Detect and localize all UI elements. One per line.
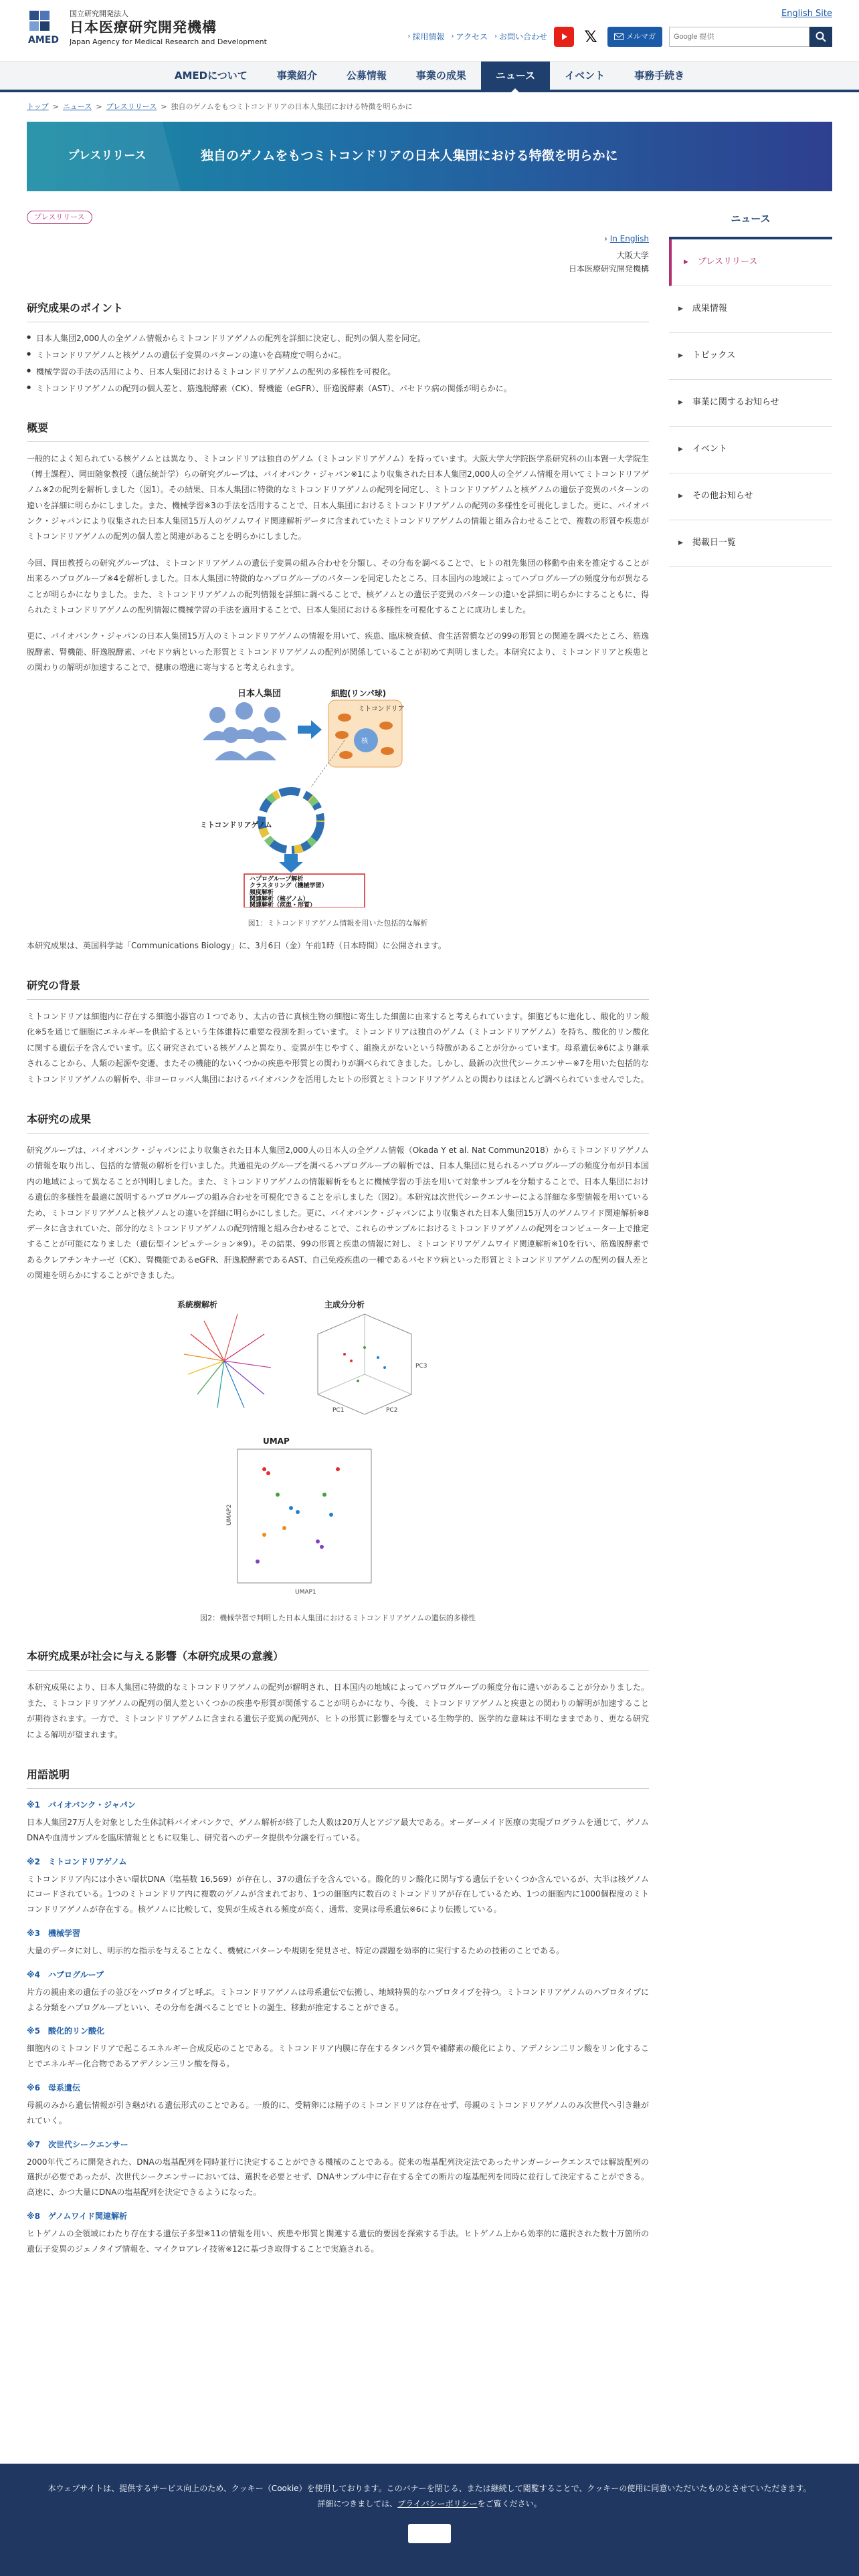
svg-text:UMAP2: UMAP2: [226, 1504, 233, 1526]
impact-heading: 本研究成果が社会に与える影響（本研究成果の意義）: [27, 1647, 649, 1671]
svg-text:ミトコンドリアゲノム: ミトコンドリアゲノム: [200, 820, 272, 829]
list-item: ● ミトコンドリアゲノムの配列の個人差と、筋逸脱酵素（CK）、腎機能（eGFR）、肝逸脱酵素（AST）、パセドウ病の関係が明らかに。: [27, 382, 649, 396]
svg-text:ミトコンドリア: ミトコンドリア: [358, 705, 405, 713]
page-hero: [27, 122, 832, 191]
org-name-en: Japan Agency for Medical Research and Development: [70, 37, 267, 46]
list-item: ● 機械学習の手法の活用により、日本人集団におけるミトコンドリアゲノムの配列の多様性を可視化。: [27, 365, 649, 379]
figure-2-diagram: [164, 1294, 512, 1602]
svg-text:細胞(リンパ球): 細胞(リンパ球): [331, 688, 387, 698]
page-title: 独自のゲノムをもつミトコンドリアの日本人集団における特徴を明らかに: [201, 148, 618, 164]
points-list: [27, 332, 649, 396]
org-line1: 国立研究開発法人: [70, 9, 128, 19]
category-tag[interactable]: プレスリリース: [27, 211, 92, 224]
svg-text:PC2: PC2: [386, 1407, 398, 1414]
chevron-right-icon: ›: [451, 33, 454, 41]
site-logo[interactable]: [27, 9, 267, 47]
in-english-link[interactable]: In English: [609, 233, 649, 243]
org-name: 日本医療研究開発機構: [70, 19, 217, 36]
term-heading: ※6 母系遺伝: [27, 2083, 81, 2092]
global-nav: [0, 62, 859, 92]
sidebar-title: ニュース: [669, 210, 832, 239]
amed-logo-icon: [27, 9, 64, 47]
term-body: ヒトゲノムの全領域にわたり存在する遺伝子多型※11の情報を用い、疾患や形質と関連する遺伝的要因を探索する手法。ヒトゲノム上から効率的に選択された数十万箇所の遺伝子変異のジェノタイプ情報を、マイクロアレイ技術※12に基づき取得することで実施される。: [27, 2228, 649, 2254]
terms-list: [27, 1798, 649, 2257]
chevron-right-icon: ▶: [678, 445, 683, 453]
svg-text:核: 核: [361, 737, 368, 745]
term-heading: ※1 バイオバンク・ジャパン: [27, 1800, 136, 1810]
x-icon[interactable]: 𝕏: [581, 27, 601, 47]
hero-category: プレスリリース: [68, 149, 147, 163]
svg-text:AMED: AMED: [28, 35, 59, 45]
background-paragraph: ミトコンドリアは細胞内に存在する細胞小器官の１つであり、太古の昔に真核生物の細胞に寄生した細菌に由来すると考えられています。細胞どもに進化し、酸化的リン酸化※5を通じて細胞にエネルギーを供給するという生体維持に重要な役割を担っています。ミトコンドリアは独自のゲノム（ミトコンドリアゲノム）を持ち、酸化的リン酸化に関する遺伝子を含んでいます。広く研究されている核ゲノムと異なり、変異が生じやすく、組換えがないという特徴があることが分かっています。母系遺伝※6により継承されることから、人類の起源や変遷、またその機能的ないくつかの疾患や形質との関わりが調べられてきました。しかし、最新の次世代シークエンサー※7を用いた包括的なミトコンドリアゲノムの解析や、非ヨーロッパ人集団におけるバイオバンクを活用したヒトの形質とミトコンドリアゲノムとの関わりはほとんど調べられていませんでした。: [27, 1012, 649, 1084]
term-heading: ※7 次世代シークエンサー: [27, 2139, 128, 2149]
term-body: 2000年代ごろに開発された、DNAの塩基配列を同時並行に決定することができる機械のことである。従来の塩基配列決定法であったサンガーシークエンスでは解読配列の選択が必要であったが、次世代シークエンサーにおいては、選択を必要とせず、DNAサンプル中に存在する全ての断片の塩基配列を同時に並行して決定することができる。高速に、かつ大量にDNAの塩基配列を決定できるようになった。: [27, 2157, 649, 2197]
term-body: 日本人集団27万人を対象とした生体試料バイオバンクで、ゲノム解析が終了した人数は20万人とアジア最大である。オーダーメイド医療の実現プログラムを通じて、ゲノムDNAや血清サンプルを臨床情報とともに収集し、研究者へのデータ提供や分譲を行っている。: [27, 1818, 649, 1842]
chevron-right-icon: ›: [604, 233, 610, 243]
utility-bar: [407, 27, 832, 47]
cookie-text: 本ウェブサイトは、提供するサービス向上のため、クッキー（Cookie）を使用しております。このバナーを閉じる、または継続して閲覧することで、クッキーの使用に同意いただいたものとさせていただきます。: [47, 2484, 812, 2493]
svg-text:系統樹解析: 系統樹解析: [177, 1300, 218, 1310]
newsletter-button[interactable]: メルマガ: [607, 27, 662, 47]
cookie-banner: 本ウェブサイトは、提供するサービス向上のため、クッキー（Cookie）を使用しております。このバナーを閉じる、または継続して閲覧することで、クッキーの使用に同意いただいたものとさせていただきます。 詳細につきましては、プライバシーポリシーをご覧ください。 閉じる: [0, 2464, 859, 2576]
svg-text:PC3: PC3: [415, 1363, 427, 1370]
nav-news[interactable]: ニュース: [481, 62, 550, 90]
figure-2-caption: 図2：機械学習で判明した日本人集団におけるミトコンドリアゲノムの遺伝的多様性: [200, 1614, 476, 1623]
chevron-right-icon: ›: [407, 33, 411, 41]
sidebar-item-topics[interactable]: ▶ トピックス: [669, 333, 832, 380]
term-body: ミトコンドリア内には小さい環状DNA（塩基数 16,569）が存在し、37の遺伝子を含んでいる。酸化的リン酸化に関与する遺伝子をいくつか含んでいるが、大半は核ゲノムにコードされている。1つのミトコンドリア内に複数のゲノムが含まれており、1つの細胞内に数百のミトコンドリアが存在しているため、1つの細胞内に1000個程度のミトコンドリアゲノムが存在する。核ゲノムに比較して、変異が生成される頻度が高く、通常、変異は母系遺伝※6により伝搬している。: [27, 1874, 649, 1915]
nav-procedures[interactable]: 事務手続き: [634, 69, 685, 82]
site-header: [0, 0, 859, 62]
chevron-right-icon: ▶: [684, 258, 688, 265]
recruit-link[interactable]: › 採用情報: [407, 30, 444, 44]
search-icon: [816, 31, 826, 42]
contact-link[interactable]: › お問い合わせ: [494, 30, 547, 44]
sidebar-item-other[interactable]: ▶ その他お知らせ: [669, 473, 832, 520]
svg-text:関連解析（疾患・形質）: 関連解析（疾患・形質）: [250, 901, 316, 907]
chevron-right-icon: ▶: [678, 492, 683, 500]
term-body: 母親のみから遺伝情報が引き継がれる遺伝形式のことである。一般的に、受精卵には精子のミトコンドリアは存在せず、母親のミトコンドリアゲノムのみ次世代へ引き継がれていく。: [27, 2101, 649, 2125]
breadcrumb-current: 独自のゲノムをもつミトコンドリアの日本人集団における特徴を明らかに: [171, 102, 413, 112]
breadcrumb-press[interactable]: プレスリリース: [106, 102, 157, 112]
term-body: 片方の親由来の遺伝子の並びをハプロタイプと呼ぶ。ミトコンドリアゲノムは母系遺伝で伝搬し、地域特異的なハプロタイプを持つ。ミトコンドリアゲノムのハプロタイプによる分類をハプログループといい、その分布を調べることでヒトの誕生、移動が推定することができる。: [27, 1987, 649, 2012]
list-item: ● 日本人集団2,000人の全ゲノム情報からミトコンドリアゲノムの配列を詳細に決定し、配列の個人差を同定。: [27, 332, 649, 346]
svg-text:クラスタリング（機械学習）: クラスタリング（機械学習）: [250, 882, 328, 889]
background-heading: 研究の背景: [27, 976, 649, 1000]
sidebar-item-date-list[interactable]: ▶ 掲載日一覧: [669, 520, 832, 567]
term-heading: ※8 ゲノムワイド関連解析: [27, 2211, 127, 2221]
figure-2: [27, 1294, 649, 1608]
nav-programs[interactable]: 事業紹介: [276, 69, 317, 82]
search-input[interactable]: [674, 33, 809, 41]
figure-1: [27, 687, 649, 914]
results-heading: 本研究の成果: [27, 1110, 649, 1134]
svg-text:頻度解析: 頻度解析: [250, 889, 274, 896]
impact-paragraph: 本研究成果により、日本人集団に特徴的なミトコンドリアゲノムの配列が解明され、日本国内の地域によってハプログループの頻度分布に違いがあることが分かりました。また、ミトコンドリアゲノムの配列の個人差といくつかの疾患や形質が関係することが明らかになり、今後、ミトコンドリアゲノムと疾患との関わりの解明が加速することが期待されます。一方で、ミトコンドリアゲノムに含まれる遺伝子変異の配列が、ヒトの形質に影響を与えている生物学的、医学的な意味は不明なままであり、更なる研究による解明が望まれます。: [27, 1683, 649, 1739]
svg-text:UMAP: UMAP: [263, 1436, 290, 1446]
chevron-right-icon: ▶: [678, 399, 683, 406]
svg-text:PC1: PC1: [332, 1407, 345, 1414]
sidebar: [669, 210, 832, 2264]
overview-paragraph: 今回、岡田教授らの研究グループは、ミトコンドリアゲノムの遺伝子変異の組み合わせを分類し、その分布を調べることで、ヒトの祖先集団の移動や由来を推定することが出来るハプログループ※4を解析しました。日本人集団に特徴的なハプログループのパターンを同定したところ、日本国内の地域によってハプログループの頻度分布が異なることが明らかになりました。また、ミトコンドリアゲノムの配列情報を詳細に調べることで、核ゲノムとの遺伝子変異のパターンの違いを詳細に明らかにすることもに、得られたミトコンドリアゲノムの配列情報に機械学習の手法を適用することで、日本人集団における多様性を可視化することに成功しました。: [27, 558, 649, 615]
breadcrumb-news[interactable]: ニュース: [62, 102, 92, 112]
chevron-right-icon: ▶: [678, 305, 683, 312]
chevron-right-icon: ▶: [678, 352, 683, 359]
search-box: [669, 27, 809, 47]
chevron-right-icon: ▶: [678, 539, 683, 546]
access-link[interactable]: › アクセス: [451, 30, 488, 44]
overview-paragraph: 更に、バイオバンク・ジャパンの日本人集団15万人のミトコンドリアゲノムの情報を用いて、疾患、臨床検査値、食生活習慣などの99の形質との関連を調べたところ、筋逸脱酵素、腎機能、肝逸脱酵素、パセドウ病といった形質とミトコンドリアゲノムの配列が関係していることが初めて判明しました。本研究により、ミトコンドリアと疾患との関わりの解明が加速することで、健康の増進に寄与すると考えられます。: [27, 631, 649, 673]
sidebar-item-events[interactable]: ▶ イベント: [669, 427, 832, 473]
overview-heading: 概要: [27, 419, 649, 442]
term-body: 細胞内のミトコンドリアで起こるエネルギー合成反応のことである。ミトコンドリア内膜に存在するタンパク質や補酵素の酸化により、アデノシン二リン酸をリン化することでエネルギー化合物であるアデノシン三リン酸を得る。: [27, 2044, 649, 2069]
nav-results[interactable]: 事業の成果: [415, 69, 466, 82]
sidebar-item-press-release[interactable]: ▶ プレスリリース: [669, 239, 832, 286]
overview-paragraph: 一般的によく知られている核ゲノムとは異なり、ミトコンドリアは独自のゲノム（ミトコンドリアゲノム）を持っています。大阪大学大学院医学系研究科の山本賢一大学院生（博士課程）、岡田随象教授（遺伝統計学）らの研究グループは、バイオバンク・ジャパン※1により収集された日本人集団2,000人の全ゲノム情報を用いてミトコンドリアゲノム※2の配列を解析しました（図1）。その結果、日本人集団に特徴的なミトコンドリアゲノムの配列を同定し、ミトコンドリアゲノムと核ゲノムの遺伝子変異のパターンの違いを詳細に明らかにしました。また、機械学習※3の手法を活用することで、日本人集団におけるミトコンドリアゲノムの配列の多様性を可視化しました。更に、バイオバンク・ジャパンにより収集された日本人集団15万人のゲノムワイド関連解析データに含まれていたミトコンドリアゲノムの情報と組み合わせることで、複数の形質や疾患がミトコンドリアゲノムの配列の個人差と関連があることを明らかにしました。: [27, 453, 649, 542]
breadcrumb-top[interactable]: トップ: [27, 102, 49, 112]
privacy-policy-link[interactable]: プライバシーポリシー: [397, 2498, 478, 2508]
search-button[interactable]: [809, 27, 832, 47]
sidebar-item-program-notices[interactable]: ▶ 事業に関するお知らせ: [669, 380, 832, 427]
list-item: ● ミトコンドリアゲノムと核ゲノムの遺伝子変異のパターンの違いを高精度で明らかに。: [27, 348, 649, 362]
svg-text:日本人集団: 日本人集団: [237, 688, 282, 699]
term-heading: ※2 ミトコンドリアゲノム: [27, 1856, 127, 1866]
term-body: 大量のデータに対し、明示的な指示を与えることなく、機械にパターンや規則を発見させ、特定の課題を効率的に実行するための技術のことである。: [27, 1946, 565, 1956]
points-heading: 研究成果のポイント: [27, 299, 649, 322]
english-site-link[interactable]: English Site: [781, 9, 832, 19]
chevron-right-icon: ›: [494, 33, 497, 41]
terms-heading: 用語説明: [27, 1765, 649, 1789]
figure-1-caption: 図1：ミトコンドリアゲノム情報を用いた包括的な解析: [248, 919, 428, 928]
author-orgs: 大阪大学 日本医療研究開発機構: [568, 250, 649, 274]
nav-about[interactable]: AMEDについて: [174, 69, 248, 82]
sidebar-item-results[interactable]: ▶ 成果情報: [669, 286, 832, 333]
figure-1-diagram: [191, 687, 485, 907]
mail-icon: [614, 33, 624, 40]
svg-text:ハプログループ解析: ハプログループ解析: [250, 875, 304, 883]
svg-text:UMAP1: UMAP1: [295, 1589, 316, 1596]
results-paragraph: 研究グループは、バイオバンク・ジャパンにより収集された日本人集団2,000人の日本人の全ゲノム情報（Okada Y et al. Nat Commun2018）からミトコンドリアゲノムの情報を取り出し、包括的な情報の解析を行いました。共通祖先のグループを調べるハプログループの解析では、日本人集団に見られるハプログループの頻度分布が日本国内の地域によって異なることが判明しました。また、ミトコンドリアゲノムの情報解析をもとに機械学習の手法を用いて対象サンプルを分類することで、日本人集団における遺伝的多様性を最適に説明するハプログループの組み合わせを可視化できることを示しました（図2）。本研究は次世代シークエンサーによる詳細な多型情報を用いているため、ミトコンドリアゲノムと核ゲノムとの違いを詳細に明らかにしました。更に、バイオバンク・ジャパンにより収集された日本人集団15万人のゲノムワイド関連解析※8データに含まれていた、部分的なミトコンドリアゲノムの配列情報と組み合わせることで、これらのサンプルにおけるミトコンドリアゲノムの配列をコンピューター上で推定することが可能になりました（遺伝型インピュテーション※9）。その結果、99の形質と疾患の情報に対し、ミトコンドリアゲノムワイド関連解析※10を行い、筋逸脱酵素であるクレアチンキナーゼ（CK）、腎機能であるeGFR、肝逸脱酵素であるAST、自己免疫疾患の一種であるパセドウ病といった形質とミトコンドリアゲノムの配列の個人差との関連を明らかにすることができました。: [27, 1145, 649, 1281]
article: [27, 210, 649, 2264]
term-heading: ※4 ハプログループ: [27, 1969, 104, 1979]
cookie-close-button[interactable]: 閉じる: [408, 2524, 451, 2543]
term-heading: ※5 酸化的リン酸化: [27, 2026, 105, 2036]
term-heading: ※3 機械学習: [27, 1929, 81, 1939]
publication-note: 本研究成果は、英国科学誌「Communications Biology」に、3月6日（金）午前1時（日本時間）に公開されます。: [27, 940, 446, 950]
nav-events[interactable]: イベント: [565, 69, 605, 82]
nav-calls[interactable]: 公募情報: [346, 69, 387, 82]
youtube-icon[interactable]: [554, 27, 574, 47]
svg-text:主成分分析: 主成分分析: [324, 1300, 365, 1310]
breadcrumb: トップ > ニュース > プレスリリース > 独自のゲノムをもつミトコンドリアの日本人集団における特徴を明らかに: [0, 92, 859, 122]
svg-text:関連解析（核ゲノム）: 関連解析（核ゲノム）: [250, 895, 309, 903]
